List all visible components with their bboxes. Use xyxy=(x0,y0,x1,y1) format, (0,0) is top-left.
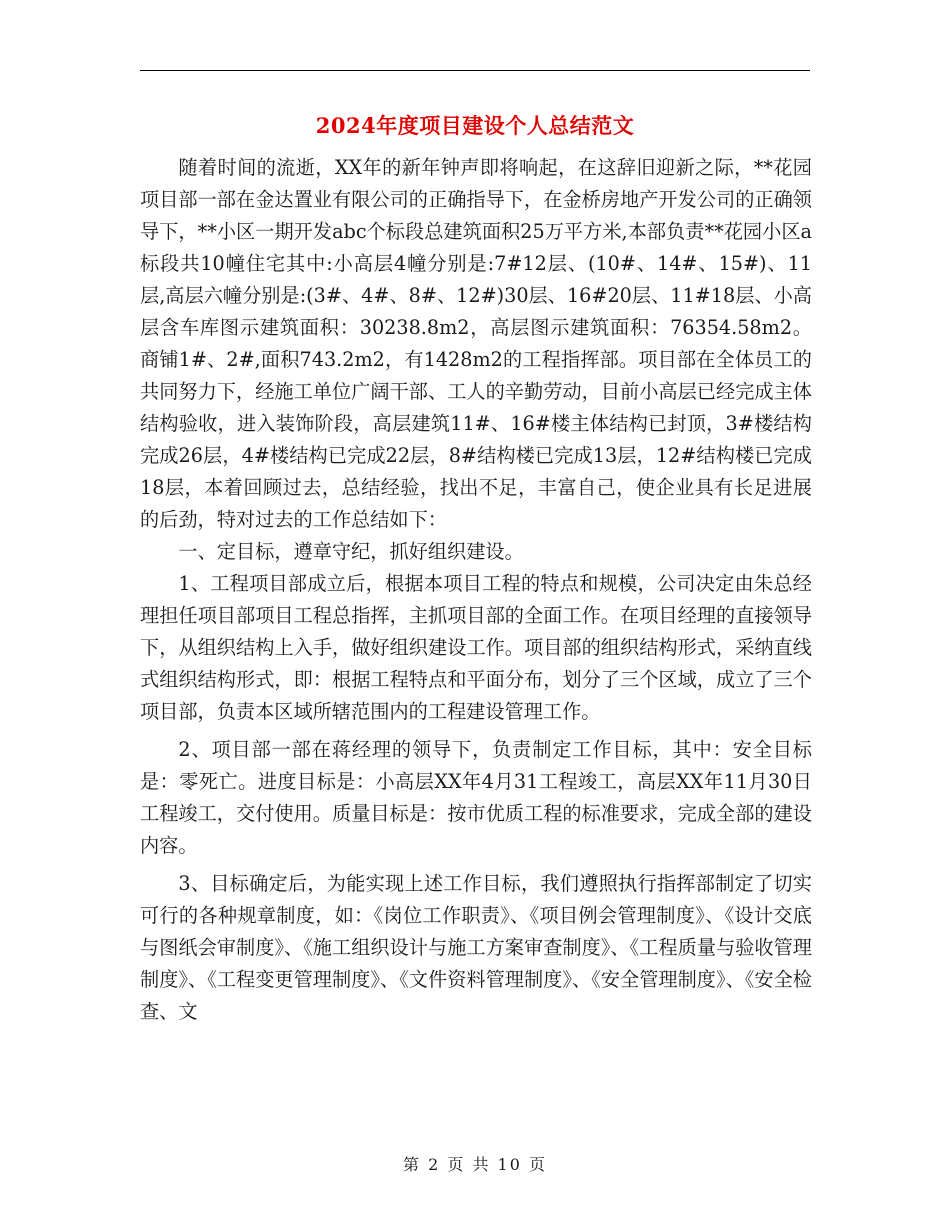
paragraph-item-1: 1、工程项目部成立后，根据本项目工程的特点和规模，公司决定由朱总经理担任项目部项目工程总指挥，主抓项目部的全面工作。在项目经理的直接领导下，从组织结构上入手，做好组织建设工作。项目部的组织结构形式，采纳直线式组织结构形式，即：根据工程特点和平面分布，划分了三个区域，成立了三个项目部，负责本区域所辖范围内的工程建设管理工作。 xyxy=(140,572,812,723)
paragraph-item-2: 2、项目部一部在蒋经理的领导下，负责制定工作目标，其中：安全目标是：零死亡。进度目标是：小高层XX年4月31工程竣工，高层XX年11月30日工程竣工，交付使用。质量目标是：按市优质工程的标准要求，完成全部的建设内容。 xyxy=(140,738,812,857)
page-number: 第 2 页 共 10 页 xyxy=(403,1155,547,1174)
paragraph-item-3: 3、目标确定后，为能实现上述工作目标，我们遵照执行指挥部制定了切实可行的各种规章制度，如：《岗位工作职责》、《项目例会管理制度》、《设计交底与图纸会审制度》、《施工组织设计与施工方案审查制度》、《工程质量与验收管理制度》、《工程变更管理制度》、《文件资料管理制度》、《安全管理制度》、《安全检查、文 xyxy=(140,872,812,1023)
paragraph-intro: 随着时间的流逝，XX年的新年钟声即将响起，在这辞旧迎新之际，**花园项目部一部在金达置业有限公司的正确指导下，在金桥房地产开发公司的正确领导下，**小区一期开发abc个标段总建筑面积25万平方米,本部负责**花园小区a标段共10幢住宅其中:小高层4幢分别是:7#12层、(10#、14#、15#)、11层,高层六幢分别是:(3#、4#、8#、12#)30层、16#20层、11#18层、小高层含车库图示建筑面积：30238.8m2，高层图示建筑面积：76354.58m2。商铺1#、2#,面积743.2m2，有1428m2的工程指挥部。项目部在全体员工的共同努力下，经施工单位广阔干部、工人的辛勤劳动，目前小高层已经完成主体结构验收，进入装饰阶段，高层建筑11#、16#楼主体结构已封顶，3#楼结构完成26层，4#楼结构已完成22层，8#结构楼已完成13层，12#结构楼已完成18层，本着回顾过去，总结经验，找出不足，丰富自己，使企业具有长足进展的后劲，特对过去的工作总结如下： xyxy=(140,156,812,531)
document-body xyxy=(140,150,812,1028)
document-title: 2024年度项目建设个人总结范文 xyxy=(315,113,635,138)
header-rule xyxy=(140,70,810,71)
section-heading: 一、定目标，遵章守纪，抓好组织建设。 xyxy=(178,540,524,563)
